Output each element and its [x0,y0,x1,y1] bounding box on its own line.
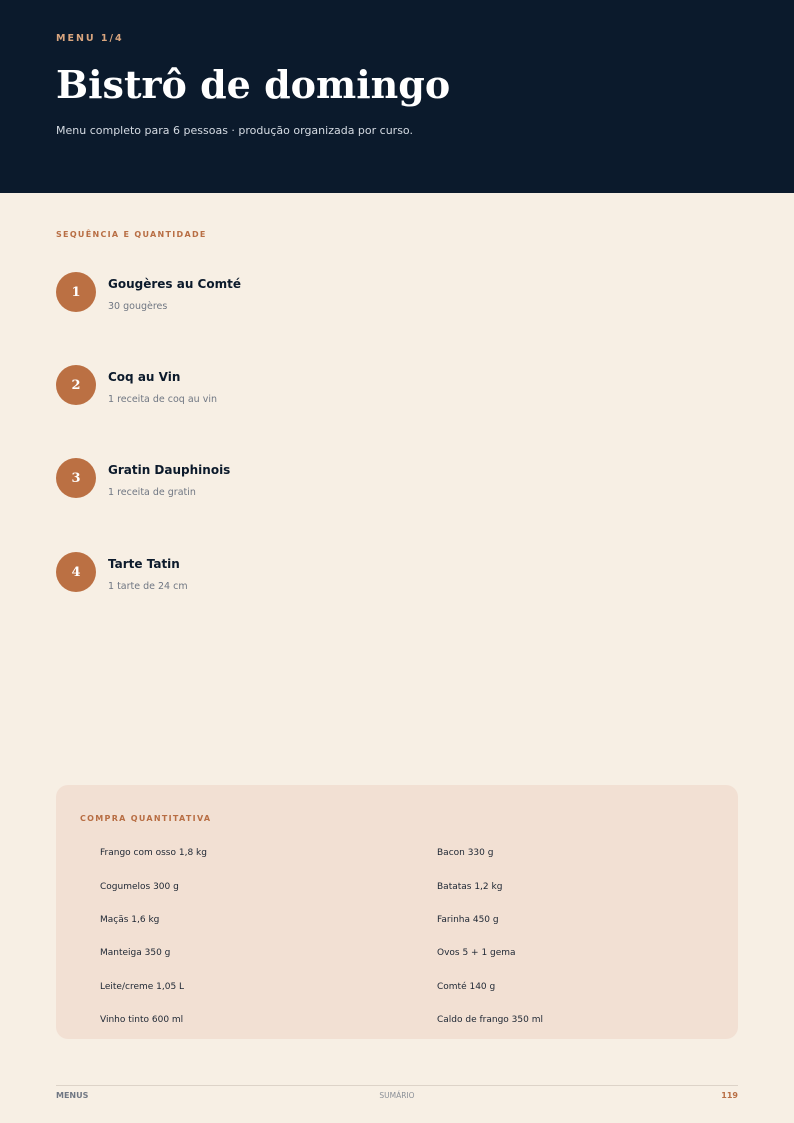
shopping-item: Cogumelos 300 g [100,882,179,892]
shopping-item: Maçãs 1,6 kg [100,915,160,925]
shopping-item: Ovos 5 + 1 gema [437,948,516,958]
course-name: Tarte Tatin [108,557,180,571]
page-subtitle: Menu completo para 6 pessoas · produção organizada por curso. [56,124,413,137]
footer-divider [56,1085,738,1086]
page-title: Bistrô de domingo [56,62,451,107]
course-item-1 [56,272,456,316]
shopping-item: Farinha 450 g [437,915,499,925]
course-quantity: 30 gougères [108,301,168,312]
shopping-item: Comté 140 g [437,982,496,992]
shopping-list-panel [56,785,738,1039]
course-name: Coq au Vin [108,370,181,384]
course-quantity: 1 tarte de 24 cm [108,581,188,592]
shopping-item: Frango com osso 1,8 kg [100,848,207,858]
shopping-item: Batatas 1,2 kg [437,882,503,892]
course-quantity: 1 receita de gratin [108,487,196,498]
course-item-4 [56,552,456,596]
menu-counter: MENU 1/4 [56,33,124,44]
course-number-badge: 1 [56,272,96,312]
course-quantity: 1 receita de coq au vin [108,394,218,405]
shopping-item: Vinho tinto 600 ml [100,1015,184,1025]
page-number: 119 [721,1091,738,1100]
shopping-item: Manteiga 350 g [100,948,171,958]
course-number-badge: 3 [56,458,96,498]
course-number-badge: 2 [56,365,96,405]
footer-summary-link[interactable]: SUMÁRIO [379,1091,415,1100]
course-number-badge: 4 [56,552,96,592]
header-banner [0,0,794,193]
shopping-heading: COMPRA QUANTITATIVA [80,814,212,823]
course-item-3 [56,458,456,502]
shopping-item: Leite/creme 1,05 L [100,982,185,992]
shopping-item: Bacon 330 g [437,848,494,858]
course-name: Gratin Dauphinois [108,463,231,477]
course-name: Gougères au Comté [108,277,241,291]
footer-section-label: MENUS [56,1091,89,1100]
sequence-heading: SEQUÊNCIA E QUANTIDADE [56,230,207,239]
shopping-item: Caldo de frango 350 ml [437,1015,543,1025]
course-item-2 [56,365,456,409]
